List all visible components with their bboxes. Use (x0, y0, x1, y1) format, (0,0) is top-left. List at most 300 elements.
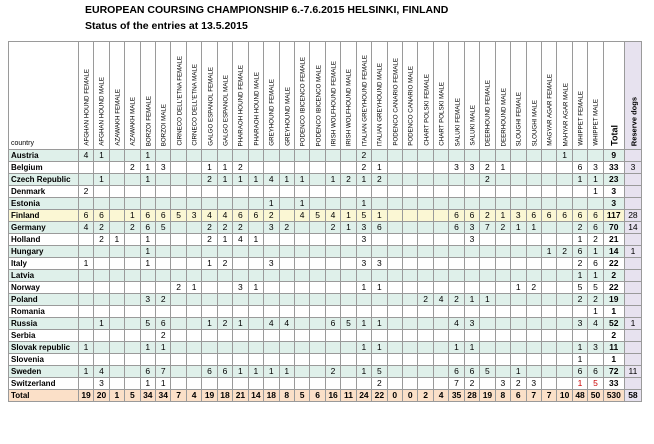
entry-cell (480, 354, 495, 366)
entry-cell: 3 (449, 162, 464, 174)
entry-cell: 2 (588, 294, 603, 306)
entry-cell (109, 294, 124, 306)
entry-cell (310, 282, 325, 294)
entry-cell (279, 150, 294, 162)
entry-cell (171, 174, 186, 186)
reserve-cell (624, 270, 641, 282)
entry-cell (264, 234, 279, 246)
entry-cell (511, 246, 526, 258)
entry-cell: 1 (264, 366, 279, 378)
entry-cell: 1 (202, 162, 217, 174)
entry-cell (341, 270, 356, 282)
entry-cell (310, 246, 325, 258)
entry-cell (403, 318, 418, 330)
entry-cell: 2 (418, 294, 433, 306)
total-cell: 23 (603, 174, 624, 186)
entry-cell (140, 306, 155, 318)
entry-cell (186, 354, 201, 366)
entry-cell (94, 246, 109, 258)
entry-cell (511, 342, 526, 354)
entry-cell (233, 150, 248, 162)
entry-cell (495, 294, 510, 306)
entry-cell (418, 198, 433, 210)
entry-cell (109, 354, 124, 366)
entry-cell (202, 282, 217, 294)
entry-cell: 5 (480, 366, 495, 378)
entry-cell: 1 (449, 342, 464, 354)
entry-cell (279, 162, 294, 174)
entry-cell (480, 270, 495, 282)
entry-cell (186, 150, 201, 162)
reserve-column-header (624, 42, 641, 150)
entry-cell (248, 330, 263, 342)
entry-cell (78, 330, 93, 342)
entry-cell: 2 (557, 246, 572, 258)
entry-cell (156, 186, 171, 198)
entry-cell: 3 (526, 378, 541, 390)
breed-column-header-label: CHART POLSKI FEMALE (423, 74, 431, 146)
entry-cell (464, 330, 479, 342)
entry-cell: 4 (202, 210, 217, 222)
entry-cell: 1 (588, 174, 603, 186)
entry-cell (541, 330, 556, 342)
entry-cell (433, 330, 448, 342)
entry-cell: 1 (140, 342, 155, 354)
table-row (9, 378, 642, 390)
entry-cell: 1 (511, 366, 526, 378)
entry-cell: 11 (341, 390, 356, 402)
entry-cell (202, 198, 217, 210)
entry-cell (387, 174, 402, 186)
entry-cell (279, 186, 294, 198)
entry-cell (541, 222, 556, 234)
entry-cell (495, 174, 510, 186)
entry-cell (480, 306, 495, 318)
entry-cell: 1 (356, 174, 371, 186)
entry-cell (433, 354, 448, 366)
entry-cell (109, 282, 124, 294)
entry-cell (403, 174, 418, 186)
entry-cell (387, 234, 402, 246)
entry-cell (403, 162, 418, 174)
entry-cell: 2 (202, 222, 217, 234)
entry-cell (325, 186, 340, 198)
entry-cell: 7 (156, 366, 171, 378)
entry-cell (294, 270, 309, 282)
entry-cell: 1 (572, 174, 587, 186)
entry-cell (125, 354, 140, 366)
total-cell: 117 (603, 210, 624, 222)
entry-cell (480, 198, 495, 210)
entry-cell (94, 270, 109, 282)
entry-cell (588, 354, 603, 366)
entry-cell (94, 186, 109, 198)
table-row (9, 186, 642, 198)
entry-cell: 8 (495, 390, 510, 402)
entry-cell (557, 258, 572, 270)
entry-cell (202, 294, 217, 306)
entry-cell: 3 (588, 342, 603, 354)
entry-cell (248, 270, 263, 282)
entry-cell (325, 282, 340, 294)
entry-cell (109, 330, 124, 342)
entry-cell: 1 (511, 282, 526, 294)
entry-cell: 1 (202, 258, 217, 270)
entry-cell (109, 246, 124, 258)
entry-cell (572, 306, 587, 318)
total-cell: 70 (603, 222, 624, 234)
breed-column-header-label: DEERHOUND MALE (500, 87, 508, 146)
entry-cell: 4 (186, 390, 201, 402)
entry-cell (341, 354, 356, 366)
entry-cell (217, 330, 232, 342)
breed-column-header (140, 42, 155, 150)
breed-column-header-label: AZAWAKH MALE (129, 97, 137, 146)
entry-cell (310, 342, 325, 354)
entry-cell (294, 282, 309, 294)
entry-cell: 5 (310, 210, 325, 222)
entry-cell (341, 378, 356, 390)
entry-cell: 2 (588, 234, 603, 246)
entry-cell: 5 (294, 390, 309, 402)
entry-cell: 1 (464, 294, 479, 306)
country-cell: Holland (9, 234, 79, 246)
entry-cell (418, 234, 433, 246)
country-cell: Slovak republic (9, 342, 79, 354)
entry-cell (171, 150, 186, 162)
entry-cell (433, 366, 448, 378)
entry-cell: 2 (325, 366, 340, 378)
entry-cell: 1 (511, 222, 526, 234)
entry-cell: 2 (495, 222, 510, 234)
entry-cell: 2 (372, 378, 387, 390)
country-cell: Switzerland (9, 378, 79, 390)
entry-cell (186, 246, 201, 258)
entry-cell (94, 282, 109, 294)
entry-cell (78, 282, 93, 294)
reserve-cell: 1 (624, 318, 641, 330)
entry-cell (526, 246, 541, 258)
entry-cell (418, 186, 433, 198)
entry-cell (78, 306, 93, 318)
entry-cell (495, 246, 510, 258)
country-column-header: country (9, 42, 79, 150)
entry-cell (557, 354, 572, 366)
breed-column-header-label: GALGO ESPANOL MALE (222, 75, 230, 146)
table-row (9, 270, 642, 282)
total-cell: 11 (603, 342, 624, 354)
entry-cell (156, 234, 171, 246)
entry-cell: 2 (341, 174, 356, 186)
country-cell: Latvia (9, 270, 79, 282)
entry-cell: 4 (279, 318, 294, 330)
entry-cell (156, 270, 171, 282)
entry-cell (171, 270, 186, 282)
breed-column-header (171, 42, 186, 150)
breed-column-header-label: DEERHOUND FEMALE (484, 79, 492, 146)
entry-cell (171, 258, 186, 270)
entry-cell: 3 (186, 210, 201, 222)
entry-cell (202, 306, 217, 318)
entry-cell (140, 282, 155, 294)
entry-cell (248, 198, 263, 210)
entry-cell: 18 (264, 390, 279, 402)
total-cell: 19 (603, 294, 624, 306)
country-cell: Finland (9, 210, 79, 222)
entry-cell: 1 (572, 270, 587, 282)
entry-cell (588, 150, 603, 162)
entry-cell (433, 306, 448, 318)
entry-cell (294, 258, 309, 270)
entry-cell (78, 378, 93, 390)
entry-cell (264, 150, 279, 162)
entry-cell (541, 318, 556, 330)
entry-cell (109, 174, 124, 186)
entry-cell (449, 246, 464, 258)
entry-cell (264, 294, 279, 306)
entry-cell: 6 (449, 210, 464, 222)
entry-cell (325, 198, 340, 210)
entry-cell: 6 (588, 210, 603, 222)
entry-cell (186, 306, 201, 318)
entry-cell (294, 354, 309, 366)
entry-cell: 6 (325, 318, 340, 330)
total-cell: 72 (603, 366, 624, 378)
entry-cell (541, 198, 556, 210)
entry-cell: 1 (356, 198, 371, 210)
total-cell: 530 (603, 390, 624, 402)
entry-cell (588, 330, 603, 342)
entry-cell (403, 366, 418, 378)
entry-cell: 2 (156, 330, 171, 342)
entry-cell (418, 330, 433, 342)
entry-cell: 4 (264, 318, 279, 330)
entry-cell (557, 186, 572, 198)
entry-cell: 1 (94, 174, 109, 186)
table-row (9, 174, 642, 186)
entry-cell (464, 270, 479, 282)
entry-cell: 2 (156, 294, 171, 306)
entry-cell (140, 330, 155, 342)
total-cell: 22 (603, 258, 624, 270)
entry-cell: 18 (217, 390, 232, 402)
breed-column-header-label: ITALIAN GREYHOUND FEMALE (361, 54, 369, 146)
entry-cell (403, 246, 418, 258)
entry-cell (202, 186, 217, 198)
entry-cell (418, 258, 433, 270)
breed-column-header (264, 42, 279, 150)
entry-cell (572, 330, 587, 342)
country-cell: Slovenia (9, 354, 79, 366)
total-column-header-label: Total (609, 125, 620, 146)
entry-cell (279, 234, 294, 246)
entry-cell (541, 282, 556, 294)
entry-cell (372, 294, 387, 306)
entry-cell (140, 354, 155, 366)
reserve-cell: 14 (624, 222, 641, 234)
entry-cell (433, 222, 448, 234)
entry-cell (125, 330, 140, 342)
total-cell: 21 (603, 234, 624, 246)
entry-cell: 5 (356, 210, 371, 222)
entry-cell (294, 186, 309, 198)
entry-cell (495, 330, 510, 342)
entry-cell (372, 330, 387, 342)
entry-cell (433, 378, 448, 390)
entry-cell (387, 270, 402, 282)
entry-cell (403, 270, 418, 282)
entry-cell (387, 186, 402, 198)
breed-column-header (341, 42, 356, 150)
entry-cell: 6 (248, 210, 263, 222)
entry-cell (433, 318, 448, 330)
entry-cell (372, 234, 387, 246)
entry-cell (356, 246, 371, 258)
entry-cell (171, 222, 186, 234)
entry-cell (356, 306, 371, 318)
entry-cell (511, 198, 526, 210)
entry-cell (541, 366, 556, 378)
entry-cell (94, 294, 109, 306)
entry-cell: 3 (156, 162, 171, 174)
entry-cell: 6 (557, 210, 572, 222)
entry-cell (279, 342, 294, 354)
entry-cell: 4 (217, 210, 232, 222)
entry-cell (372, 198, 387, 210)
entry-cell: 19 (202, 390, 217, 402)
entry-cell (294, 306, 309, 318)
table-row (9, 246, 642, 258)
entry-cell: 1 (140, 174, 155, 186)
entry-cell (294, 222, 309, 234)
entry-cell (233, 378, 248, 390)
entry-cell: 4 (449, 318, 464, 330)
entry-cell (526, 234, 541, 246)
reserve-column-header-label: Reserve dogs (629, 96, 639, 146)
entry-cell: 3 (495, 378, 510, 390)
entry-cell (125, 258, 140, 270)
entry-cell (294, 342, 309, 354)
entry-cell (171, 162, 186, 174)
entry-cell (403, 342, 418, 354)
entry-cell (202, 342, 217, 354)
entry-cell (464, 354, 479, 366)
entry-cell (449, 198, 464, 210)
entry-cell (341, 294, 356, 306)
total-cell: 2 (603, 270, 624, 282)
entry-cell (202, 354, 217, 366)
entry-cell: 1 (125, 210, 140, 222)
entry-cell (464, 150, 479, 162)
entry-cell: 4 (78, 222, 93, 234)
entry-cell (248, 222, 263, 234)
entry-cell (433, 234, 448, 246)
entry-cell (341, 150, 356, 162)
country-cell: Norway (9, 282, 79, 294)
entry-cell: 7 (480, 222, 495, 234)
entry-cell (433, 246, 448, 258)
entry-cell (511, 318, 526, 330)
reserve-cell (624, 294, 641, 306)
total-cell: 22 (603, 282, 624, 294)
entry-cell: 6 (156, 210, 171, 222)
entry-cell (156, 306, 171, 318)
entry-cell: 6 (310, 390, 325, 402)
entry-cell: 22 (372, 390, 387, 402)
entry-cell (341, 330, 356, 342)
entry-cell (557, 306, 572, 318)
entry-cell: 1 (341, 222, 356, 234)
entry-cell (310, 258, 325, 270)
entry-cell: 1 (140, 162, 155, 174)
entry-cell (418, 150, 433, 162)
entry-cell (403, 186, 418, 198)
entry-cell: 1 (156, 342, 171, 354)
entry-cell (186, 186, 201, 198)
entry-cell: 1 (541, 246, 556, 258)
entry-cell (526, 258, 541, 270)
entry-cell (495, 258, 510, 270)
entry-cell (387, 198, 402, 210)
entry-cell: 2 (572, 294, 587, 306)
entry-cell (526, 162, 541, 174)
entry-cell: 1 (248, 174, 263, 186)
entry-cell: 1 (94, 150, 109, 162)
entry-cell (433, 282, 448, 294)
entry-cell: 2 (464, 378, 479, 390)
entry-cell: 1 (279, 366, 294, 378)
breed-column-header-label: PHARAOH HOUND FEMALE (237, 64, 245, 146)
breed-column-header-label: AZAWAKH FEMALE (114, 89, 122, 146)
entry-cell: 1 (248, 282, 263, 294)
entry-cell: 1 (588, 246, 603, 258)
entry-cell: 6 (541, 210, 556, 222)
entry-cell (109, 366, 124, 378)
breed-column-header (526, 42, 541, 150)
entry-cell (125, 306, 140, 318)
entry-cell (109, 270, 124, 282)
table-row (9, 258, 642, 270)
entry-cell (186, 294, 201, 306)
country-cell: Germany (9, 222, 79, 234)
entry-cell (526, 366, 541, 378)
entry-cell: 2 (480, 174, 495, 186)
breed-column-header (418, 42, 433, 150)
entry-cell: 1 (572, 234, 587, 246)
table-row (9, 330, 642, 342)
entry-cell (248, 342, 263, 354)
entry-cell (171, 330, 186, 342)
entry-cell (526, 150, 541, 162)
entry-cell (449, 330, 464, 342)
entry-cell (511, 234, 526, 246)
table-row (9, 354, 642, 366)
entry-cell: 1 (372, 210, 387, 222)
total-column-header (603, 42, 624, 150)
entry-cell (109, 258, 124, 270)
entry-cell (248, 150, 263, 162)
entry-cell (279, 354, 294, 366)
entry-cell (449, 354, 464, 366)
entry-cell (310, 270, 325, 282)
entry-cell (480, 318, 495, 330)
entry-cell (217, 186, 232, 198)
entry-cell (511, 174, 526, 186)
entry-cell (217, 342, 232, 354)
entry-cell (495, 306, 510, 318)
entry-cell (526, 174, 541, 186)
entry-cell: 2 (125, 162, 140, 174)
